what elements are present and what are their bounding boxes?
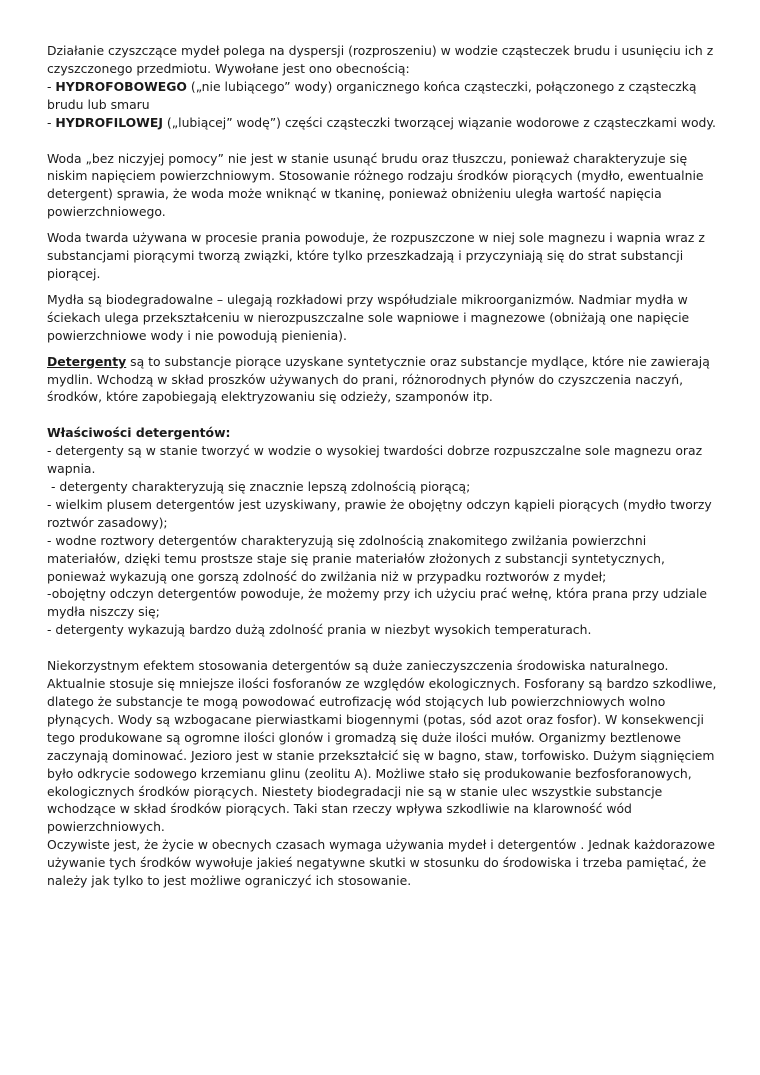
property-item: - detergenty wykazują bardzo dużą zdolność prania w niezbyt wysokich temperaturach. <box>47 622 592 638</box>
hydrophilic-term: HYDROFILOWEJ <box>55 114 163 130</box>
detergents-paragraph <box>47 353 720 407</box>
conclusion-paragraph: Oczywiste jest, że życie w obecnych czasach wymaga używania mydeł i detergentów . Jednak każdorazowe używanie tych środków wywołuje jakieś negatywne skutki w stosunku do środowiska i trzeba pamiętać, że należy jak tylko to jest możliwe ograniczyć ich stosowanie. <box>47 837 715 889</box>
intro-block <box>47 42 720 132</box>
property-item: - wodne roztwory detergentów charakteryzują się zdolnością znakomitego zwilżania powierzchni materiałów, dzięki temu prostsze staje się pranie materiałów złożonych z substancji syntetycznych, ponieważ wykazują one gorszą zdolność do zwilżania niż w przypadku roztworów z mydeł; <box>47 532 665 584</box>
property-item: - detergenty są w stanie tworzyć w wodzie o wysokiej twardości dobrze rozpuszczalne sole magnezu oraz wapnia. <box>47 443 703 477</box>
property-item: - wielkim plusem detergentów jest uzyskiwany, prawie że obojętny odczyn kąpieli piorących (mydło tworzy roztwór zasadowy); <box>47 496 712 530</box>
property-item: -obojętny odczyn detergentów powoduje, że możemy przy ich użyciu prać wełnę, która prana przy udziale mydła niszczy się; <box>47 586 708 620</box>
properties-heading: Właściwości detergentów: <box>47 425 231 441</box>
hydrophobic-term: HYDROFOBOWEGO <box>55 78 187 94</box>
detergents-term: Detergenty <box>47 353 127 369</box>
hydrophobic-item: - HYDROFOBOWEGO („nie lubiącego” wody) organicznego końca cząsteczki, połączonego z cząsteczką brudu lub smaru <box>47 78 697 112</box>
water-paragraph: Woda „bez niczyjej pomocy” nie jest w stanie usunąć brudu oraz tłuszczu, ponieważ charakteryzuje się niskim napięciem powierzchniowym. Stosowanie różnego rodzaju środków piorących (mydło, ewentualnie detergent) sprawia, że woda może wniknąć w tkaninę, ponieważ obniżeniu uległa wartość napięcia powierzchniowego. <box>47 150 704 220</box>
hydrophilic-item: - HYDROFILOWEJ („lubiącej” wodę”) części cząsteczki tworzącej wiązanie wodorowe z cząsteczkami wody. <box>47 114 716 130</box>
hydrophilic-desc: („lubiącej” wodę”) części cząsteczki tworzącej wiązanie wodorowe z cząsteczkami wody. <box>162 114 716 130</box>
intro-text: Działanie czyszczące mydeł polega na dyspersji (rozproszeniu) w wodzie cząsteczek brudu i usunięciu ich z czyszczonego przedmiotu. Wywołane jest ono obecnością: <box>47 43 714 76</box>
hard-water-paragraph: Woda twarda używana w procesie prania powoduje, że rozpuszczone w niej sole magnezu i wapnia wraz z substancjami piorącymi tworzą związki, które tylko przeszkadzają i przyczyniają się do strat substancji piorącej. <box>47 230 705 281</box>
effects-paragraph: Niekorzystnym efektem stosowania detergentów są duże zanieczyszczenia środowiska naturalnego. Aktualnie stosuje się mniejsze ilości fosforanów ze względów ekologicznych. Fosforany są bardzo szkodliwe, dlatego że substancje te mogą powodować eutrofizację wód stojących lub powierzchniowych wolno płynących. Wody są wzbogacane pierwiastkami biogennymi (potas, sód azot oraz fosfor). W konsekwencji tego produkowane są ogromne ilości glonów i gromadzą się duże ilości mułów. Organizmy beztlenowe zaczynają dominować. Jezioro jest w stanie przekształcić się w bagno, staw, torfowisko. Dużym siągnięciem było odkrycie sodowego krzemianu glinu (zeolitu A). Możliwe stało się produkowanie bezfosforanowych, ekologicznych środków piorących. Niestety biodegradacji nie są w stanie ulec wszystkie substancje wchodzące w skład środków piorących. Taki stan rzeczy wpływa szkodliwie na klarowność wód powierzchniowych. <box>47 658 717 835</box>
soap-paragraph: Mydła są biodegradowalne – ulegają rozkładowi przy współudziale mikroorganizmów. Nadmiar mydła w ściekach ulega przekształceniu w nierozpuszczalne sole wapniowe i magnezowe (obniżają one napięcie powierzchniowe wody i nie powodują pienienia). <box>47 291 690 343</box>
detergents-desc: są to substancje piorące uzyskane syntetycznie oraz substancje mydlące, które nie zawierają mydlin. Wchodzą w skład proszków używanych do prani, różnorodnych płynów do czyszczenia naczyń, środków, które zapobiegają elektryzowaniu się odzieży, szamponów itp. <box>47 353 710 405</box>
hydrophobic-desc: („nie lubiącego” wody) organicznego końca cząsteczki, połączonego z cząsteczką brudu lub smaru <box>47 78 697 112</box>
properties-section <box>47 424 720 639</box>
property-item: - detergenty charakteryzują się znacznie lepszą zdolnością piorącą; <box>47 479 471 495</box>
